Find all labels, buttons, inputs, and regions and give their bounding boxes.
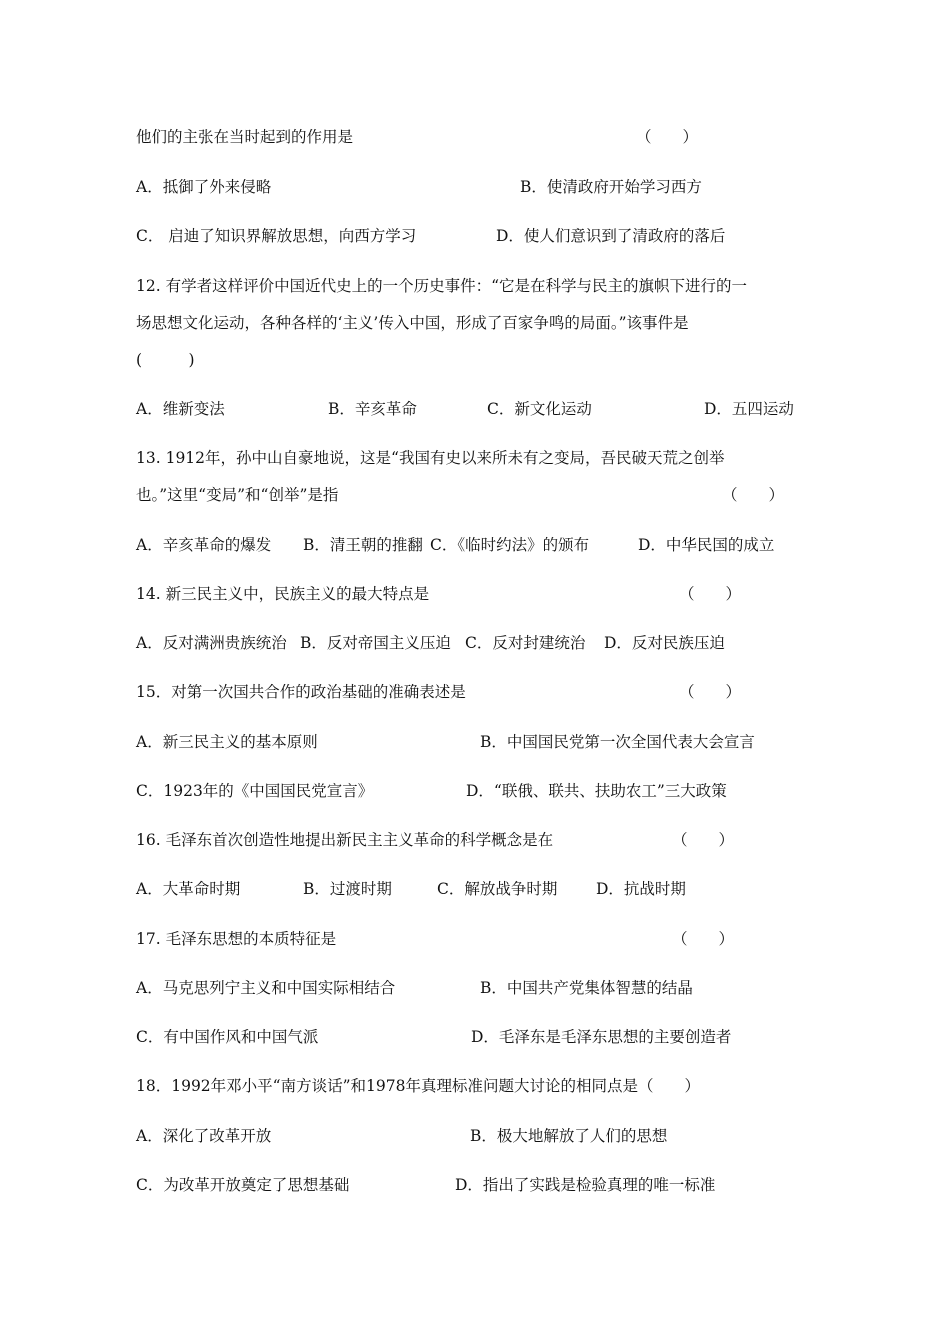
q16-option-c: C．解放战争时期: [437, 880, 558, 898]
q11-option-d: D．使人们意识到了清政府的落后: [496, 227, 726, 245]
q12-stem-line1: 12. 有学者这样评价中国近代史上的一个历史事件：“它是在科学与民主的旗帜下进行的一: [136, 277, 748, 295]
q18-option-d: D．指出了实践是检验真理的唯一标准: [455, 1176, 716, 1194]
q17-option-a: A．马克思列宁主义和中国实际相结合: [136, 979, 396, 997]
q14-option-d: D．反对民族压迫: [604, 634, 725, 652]
q14-option-c: C．反对封建统治: [465, 634, 586, 652]
q14-option-a: A．反对满洲贵族统治: [136, 634, 287, 652]
q11-option-c: C． 启迪了知识界解放思想，向西方学习: [136, 227, 417, 245]
q18-option-a: A．深化了改革开放: [136, 1127, 272, 1145]
q12-option-a: A．维新变法: [136, 400, 225, 418]
q18-option-c: C．为改革开放奠定了思想基础: [136, 1176, 350, 1194]
q12-option-b: B．辛亥革命: [328, 400, 417, 418]
q11-option-a: A．抵御了外来侵略: [136, 178, 272, 196]
q16-option-b: B．过渡时期: [303, 880, 392, 898]
q17-option-c: C．有中国作风和中国气派: [136, 1028, 319, 1046]
q15-answer-bracket: （ ）: [679, 683, 742, 701]
q13-option-b: B．清王朝的推翻: [303, 536, 423, 554]
q13-stem-line1: 13. 1912年，孙中山自豪地说，这是“我国有史以来所未有之变局，吾民破天荒之创举: [136, 449, 725, 467]
q16-option-d: D．抗战时期: [596, 880, 686, 898]
q11-stem-tail: 他们的主张在当时起到的作用是: [136, 128, 354, 146]
q16-option-a: A．大革命时期: [136, 880, 241, 898]
q17-stem: 17. 毛泽东思想的本质特征是: [136, 930, 337, 948]
q12-option-d: D．五四运动: [704, 400, 794, 418]
q13-option-a: A．辛亥革命的爆发: [136, 536, 272, 554]
q12-answer-bracket: ( ): [136, 351, 195, 369]
q11-answer-bracket: （ ）: [636, 128, 699, 146]
q15-option-c: C．1923年的《中国国民党宣言》: [136, 782, 374, 800]
q18-stem: 18．1992年邓小平“南方谈话”和1978年真理标准问题大讨论的相同点是（ ）: [136, 1077, 700, 1095]
q14-option-b: B．反对帝国主义压迫: [300, 634, 451, 652]
q13-answer-bracket: （ ）: [722, 486, 785, 504]
q13-option-c: C．《临时约法》的颁布: [430, 536, 590, 554]
q18-option-b: B．极大地解放了人们的思想: [470, 1127, 668, 1145]
q15-option-d: D．“联俄、联共、扶助农工”三大政策: [466, 782, 727, 800]
q13-option-d: D．中华民国的成立: [638, 536, 775, 554]
q17-option-d: D．毛泽东是毛泽东思想的主要创造者: [471, 1028, 732, 1046]
q14-answer-bracket: （ ）: [679, 585, 742, 603]
q14-stem: 14. 新三民主义中，民族主义的最大特点是: [136, 585, 430, 603]
q15-stem: 15．对第一次国共合作的政治基础的准确表述是: [136, 683, 466, 701]
q15-option-b: B．中国国民党第一次全国代表大会宣言: [480, 733, 755, 751]
q17-answer-bracket: （ ）: [672, 930, 735, 948]
q12-stem-line2: 场思想文化运动，各种各样的‘主义’传入中国，形成了百家争鸣的局面。”该事件是: [136, 314, 689, 332]
q12-option-c: C．新文化运动: [487, 400, 592, 418]
q11-option-b: B．使清政府开始学习西方: [520, 178, 702, 196]
q15-option-a: A．新三民主义的基本原则: [136, 733, 318, 751]
q17-option-b: B．中国共产党集体智慧的结晶: [480, 979, 693, 997]
q16-answer-bracket: （ ）: [672, 831, 735, 849]
q16-stem: 16. 毛泽东首次创造性地提出新民主主义革命的科学概念是在: [136, 831, 554, 849]
q13-stem-line2: 也。”这里“变局”和“创举”是指: [136, 486, 339, 504]
